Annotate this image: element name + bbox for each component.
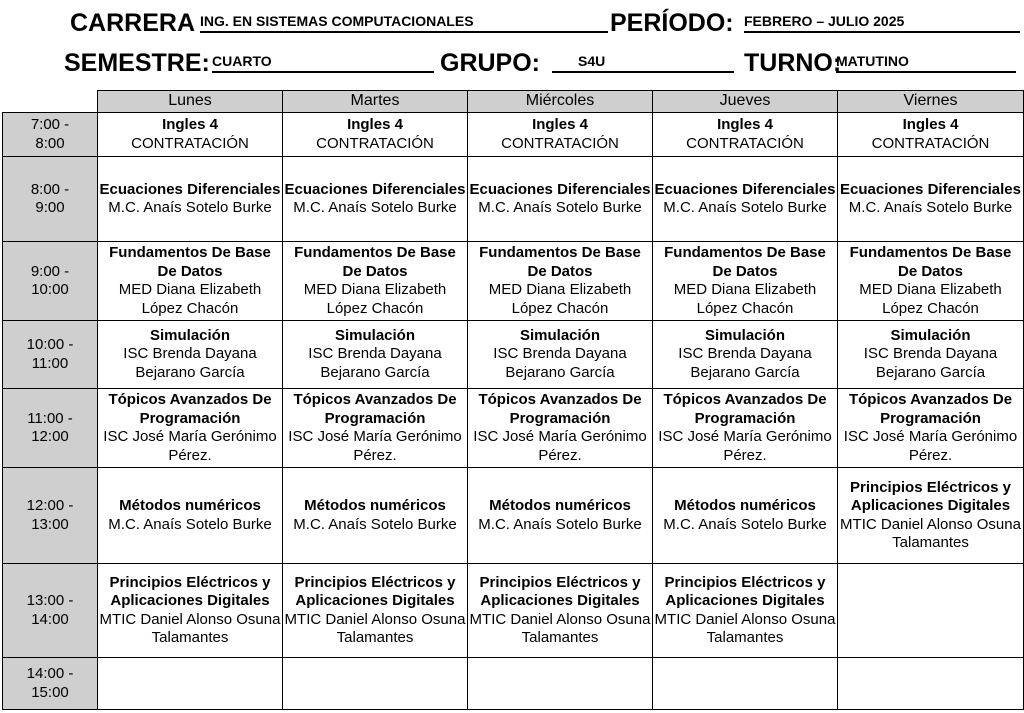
teacher-name: CONTRATACIÓN bbox=[316, 134, 434, 152]
class-cell bbox=[468, 564, 653, 658]
day-header-row bbox=[3, 91, 1024, 113]
subject-name: Métodos numéricos bbox=[119, 497, 261, 514]
class-cell bbox=[838, 157, 1024, 242]
subject-name: Tópicos Avanzados De Programación bbox=[663, 391, 827, 427]
teacher-name: CONTRATACIÓN bbox=[871, 134, 990, 152]
subject-name: Ecuaciones Diferenciales bbox=[284, 180, 466, 198]
subject-name: Simulación bbox=[334, 326, 416, 344]
time-end: 14:00 bbox=[31, 610, 69, 628]
day-header: Viernes bbox=[838, 91, 1024, 113]
class-cell bbox=[653, 321, 838, 389]
carrera-label: CARRERA bbox=[70, 9, 195, 37]
teacher-name: MED Diana Elizabeth López Chacón bbox=[303, 281, 447, 317]
subject-name: Principios Eléctricos y Aplicaciones Digitales bbox=[850, 478, 1011, 514]
teacher-name: ISC José María Gerónimo Pérez. bbox=[288, 428, 462, 464]
turno-label: TURNO: bbox=[744, 49, 842, 77]
class-cell bbox=[283, 157, 468, 242]
teacher-name: M.C. Anaís Sotelo Burke bbox=[478, 199, 642, 216]
class-cell bbox=[283, 564, 468, 658]
subject-name: Simulación bbox=[890, 326, 971, 344]
teacher-name: ISC José María Gerónimo Pérez. bbox=[103, 428, 277, 464]
subject-name: Ingles 4 bbox=[532, 116, 588, 133]
class-cell bbox=[468, 242, 653, 321]
time-start: 8:00 - bbox=[30, 180, 70, 198]
class-cell bbox=[468, 157, 653, 242]
time-slot bbox=[3, 321, 98, 389]
teacher-name: M.C. Anaís Sotelo Burke bbox=[848, 199, 1013, 216]
class-cell bbox=[838, 658, 1024, 710]
schedule-row bbox=[3, 321, 1024, 389]
class-cell bbox=[653, 658, 838, 710]
teacher-name: MTIC Daniel Alonso Osuna Talamantes bbox=[284, 610, 466, 646]
teacher-name: ISC Brenda Dayana Bejarano García bbox=[123, 345, 257, 381]
time-slot bbox=[3, 658, 98, 710]
teacher-name: M.C. Anaís Sotelo Burke bbox=[108, 515, 272, 533]
time-start: 13:00 - bbox=[26, 592, 74, 609]
time-end: 13:00 bbox=[31, 515, 69, 533]
class-cell bbox=[838, 468, 1024, 564]
time-end: 10:00 bbox=[31, 281, 69, 298]
subject-name: Métodos numéricos bbox=[674, 497, 816, 514]
teacher-name: ISC Brenda Dayana Bejarano García bbox=[678, 345, 812, 381]
subject-name: Simulación bbox=[149, 326, 231, 344]
time-end: 12:00 bbox=[31, 428, 69, 445]
class-cell bbox=[98, 389, 283, 468]
subject-name: Tópicos Avanzados De Programación bbox=[108, 391, 272, 427]
time-start: 10:00 - bbox=[26, 336, 74, 353]
class-cell bbox=[653, 157, 838, 242]
subject-name: Ingles 4 bbox=[347, 116, 403, 133]
time-end: 15:00 bbox=[31, 683, 69, 701]
time-slot bbox=[3, 157, 98, 242]
time-slot bbox=[3, 389, 98, 468]
teacher-name: ISC José María Gerónimo Pérez. bbox=[658, 428, 832, 464]
class-cell bbox=[653, 564, 838, 658]
subject-name: Ingles 4 bbox=[162, 116, 218, 133]
time-start: 9:00 - bbox=[30, 262, 70, 280]
class-cell bbox=[653, 242, 838, 321]
subject-name: Ecuaciones Diferenciales bbox=[654, 180, 836, 198]
subject-name: Tópicos Avanzados De Programación bbox=[293, 391, 457, 427]
class-cell bbox=[468, 389, 653, 468]
class-cell bbox=[838, 389, 1024, 468]
class-cell bbox=[653, 389, 838, 468]
class-cell bbox=[98, 113, 283, 157]
time-end: 8:00 bbox=[35, 134, 65, 152]
teacher-name: MED Diana Elizabeth López Chacón bbox=[859, 281, 1002, 317]
subject-name: Ecuaciones Diferenciales bbox=[840, 180, 1021, 198]
schedule-row bbox=[3, 242, 1024, 321]
class-cell bbox=[838, 564, 1024, 658]
teacher-name: CONTRATACIÓN bbox=[501, 134, 619, 152]
teacher-name: M.C. Anaís Sotelo Burke bbox=[293, 515, 457, 533]
turno-value: MATUTINO bbox=[836, 44, 1016, 73]
schedule-row bbox=[3, 658, 1024, 710]
teacher-name: MTIC Daniel Alonso Osuna Talamantes bbox=[99, 610, 281, 646]
class-cell bbox=[653, 113, 838, 157]
class-cell bbox=[283, 658, 468, 710]
subject-name: Principios Eléctricos y Aplicaciones Digitales bbox=[109, 573, 271, 609]
time-slot bbox=[3, 242, 98, 321]
class-cell bbox=[283, 113, 468, 157]
class-cell bbox=[838, 113, 1024, 157]
time-slot bbox=[3, 564, 98, 658]
day-header: Martes bbox=[283, 91, 468, 113]
subject-name: Fundamentos De Base De Datos bbox=[109, 244, 271, 280]
time-end: 11:00 bbox=[31, 354, 69, 372]
class-cell bbox=[838, 321, 1024, 389]
teacher-name: CONTRATACIÓN bbox=[686, 134, 804, 152]
teacher-name: M.C. Anaís Sotelo Burke bbox=[293, 199, 457, 216]
schedule-table bbox=[2, 90, 1024, 710]
teacher-name: M.C. Anaís Sotelo Burke bbox=[663, 199, 827, 216]
teacher-name: M.C. Anaís Sotelo Burke bbox=[108, 199, 272, 216]
class-cell bbox=[98, 468, 283, 564]
subject-name: Simulación bbox=[519, 326, 601, 344]
time-start: 14:00 - bbox=[26, 665, 74, 682]
semestre-label: SEMESTRE: bbox=[64, 49, 210, 77]
subject-name: Principios Eléctricos y Aplicaciones Digitales bbox=[294, 573, 456, 609]
teacher-name: ISC José María Gerónimo Pérez. bbox=[843, 428, 1018, 464]
teacher-name: MED Diana Elizabeth López Chacón bbox=[488, 281, 632, 317]
subject-name: Principios Eléctricos y Aplicaciones Digitales bbox=[664, 573, 826, 609]
class-cell bbox=[468, 468, 653, 564]
periodo-label: PERÍODO: bbox=[610, 9, 734, 37]
class-cell bbox=[283, 321, 468, 389]
schedule-row bbox=[3, 564, 1024, 658]
class-cell bbox=[468, 113, 653, 157]
subject-name: Fundamentos De Base De Datos bbox=[294, 244, 456, 280]
class-cell bbox=[98, 564, 283, 658]
teacher-name: MTIC Daniel Alonso Osuna Talamantes bbox=[654, 610, 836, 646]
corner-cell bbox=[3, 91, 98, 113]
subject-name: Simulación bbox=[704, 326, 786, 344]
header-line-2 bbox=[0, 46, 1024, 82]
time-end: 9:00 bbox=[35, 199, 65, 216]
time-slot bbox=[3, 113, 98, 157]
grupo-label: GRUPO: bbox=[440, 49, 540, 77]
subject-name: Fundamentos De Base De Datos bbox=[664, 244, 826, 280]
teacher-name: ISC José María Gerónimo Pérez. bbox=[473, 428, 647, 464]
subject-name: Ecuaciones Diferenciales bbox=[469, 180, 651, 198]
header-line-1 bbox=[0, 4, 1024, 40]
class-cell bbox=[98, 658, 283, 710]
teacher-name: MTIC Daniel Alonso Osuna Talamantes bbox=[840, 515, 1021, 551]
subject-name: Fundamentos De Base De Datos bbox=[849, 244, 1012, 280]
subject-name: Principios Eléctricos y Aplicaciones Digitales bbox=[479, 573, 641, 609]
class-cell bbox=[468, 321, 653, 389]
class-cell bbox=[98, 242, 283, 321]
teacher-name: MED Diana Elizabeth López Chacón bbox=[673, 281, 817, 317]
schedule-row bbox=[3, 113, 1024, 157]
periodo-value: FEBRERO – JULIO 2025 bbox=[744, 4, 1020, 33]
class-cell bbox=[838, 242, 1024, 321]
time-start: 12:00 - bbox=[26, 497, 74, 514]
class-cell bbox=[98, 321, 283, 389]
class-cell bbox=[283, 242, 468, 321]
teacher-name: MTIC Daniel Alonso Osuna Talamantes bbox=[469, 610, 651, 646]
teacher-name: M.C. Anaís Sotelo Burke bbox=[478, 515, 642, 533]
time-start: 11:00 - bbox=[27, 409, 73, 427]
time-slot bbox=[3, 468, 98, 564]
class-cell bbox=[653, 468, 838, 564]
subject-name: Ecuaciones Diferenciales bbox=[99, 180, 281, 198]
teacher-name: ISC Brenda Dayana Bejarano García bbox=[308, 345, 442, 381]
teacher-name: M.C. Anaís Sotelo Burke bbox=[663, 515, 827, 533]
day-header: Miércoles bbox=[468, 91, 653, 113]
subject-name: Métodos numéricos bbox=[304, 497, 446, 514]
class-cell bbox=[283, 468, 468, 564]
class-cell bbox=[468, 658, 653, 710]
teacher-name: ISC Brenda Dayana Bejarano García bbox=[493, 345, 627, 381]
subject-name: Fundamentos De Base De Datos bbox=[479, 244, 641, 280]
semestre-value: CUARTO bbox=[212, 44, 434, 73]
grupo-value: S4U bbox=[552, 44, 734, 73]
subject-name: Métodos numéricos bbox=[489, 497, 631, 514]
schedule-row bbox=[3, 389, 1024, 468]
carrera-value: ING. EN SISTEMAS COMPUTACIONALES bbox=[200, 4, 608, 33]
day-header: Jueves bbox=[653, 91, 838, 113]
subject-name: Tópicos Avanzados De Programación bbox=[848, 391, 1013, 427]
subject-name: Ingles 4 bbox=[717, 116, 773, 133]
class-cell bbox=[98, 157, 283, 242]
schedule-row bbox=[3, 468, 1024, 564]
subject-name: Tópicos Avanzados De Programación bbox=[478, 391, 642, 427]
schedule-row bbox=[3, 157, 1024, 242]
teacher-name: MED Diana Elizabeth López Chacón bbox=[118, 281, 262, 317]
time-start: 7:00 - bbox=[30, 116, 70, 133]
teacher-name: CONTRATACIÓN bbox=[131, 134, 249, 152]
teacher-name: ISC Brenda Dayana Bejarano García bbox=[863, 345, 998, 381]
day-header: Lunes bbox=[98, 91, 283, 113]
class-cell bbox=[283, 389, 468, 468]
subject-name: Ingles 4 bbox=[902, 116, 959, 133]
